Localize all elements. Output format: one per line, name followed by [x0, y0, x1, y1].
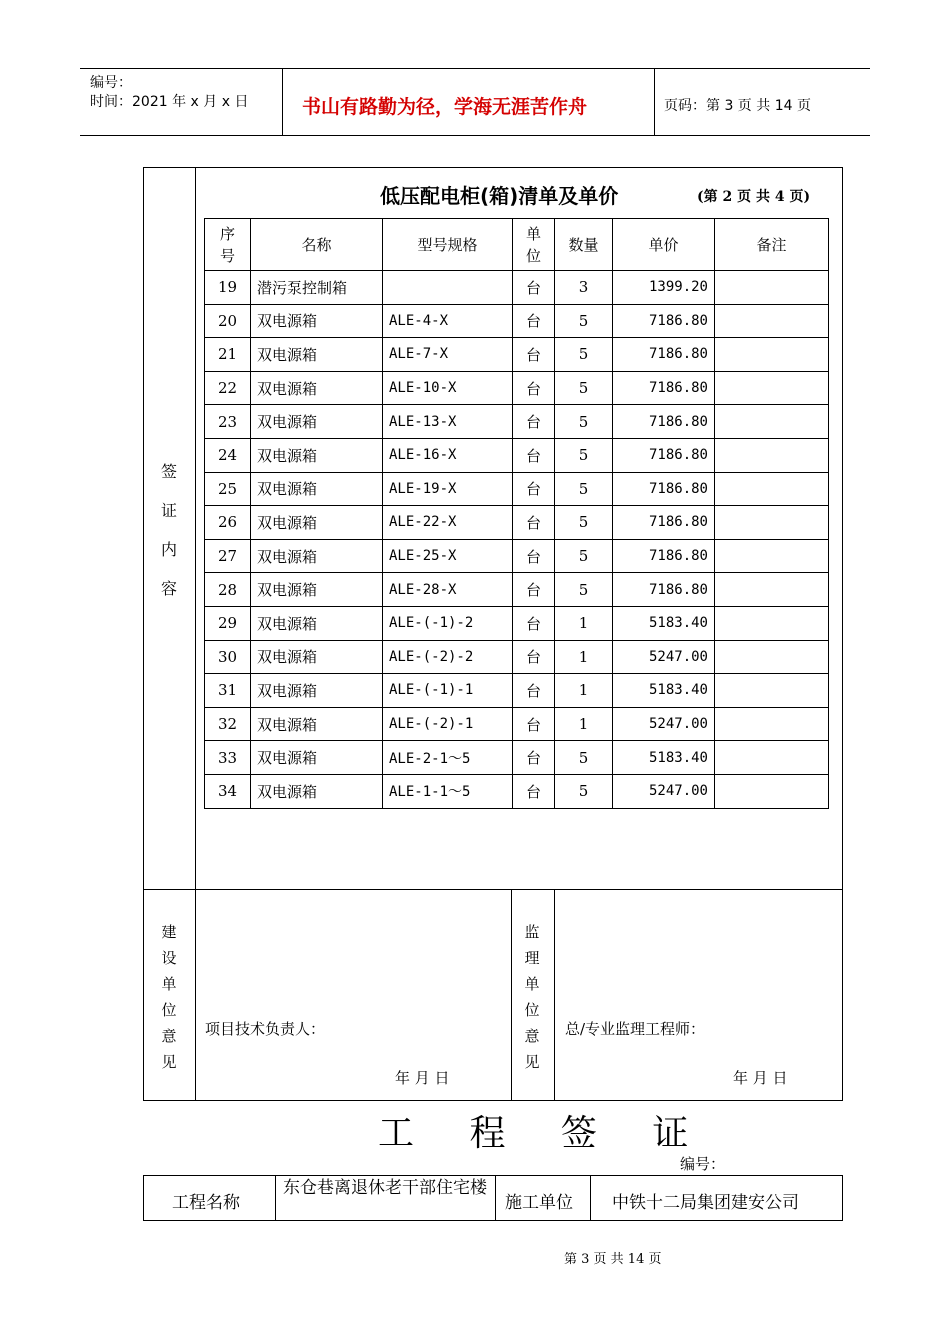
row-unit-cell: 台 [513, 472, 555, 506]
row-unit-cell: 台 [513, 606, 555, 640]
table-row [205, 741, 829, 775]
side-char: 意 [524, 1027, 540, 1045]
table-row [205, 271, 829, 305]
row-price-cell: 7186.80 [613, 338, 715, 372]
row-model-cell: ALE-4-X [383, 304, 513, 338]
side-char: 位 [161, 1001, 177, 1019]
table-subtitle: (第 2 页 共 4 页) [697, 189, 811, 205]
side-char: 建 [161, 923, 177, 941]
header-number-label: 编号： [90, 75, 132, 91]
opinion-divider-a [511, 889, 512, 1101]
header-bottom-rule [80, 135, 870, 136]
table-header-row [205, 219, 829, 271]
row-note-cell [715, 271, 829, 305]
row-qty-cell: 1 [555, 640, 613, 674]
row-note-cell [715, 438, 829, 472]
row-model-cell: ALE-28-X [383, 573, 513, 607]
row-unit-cell: 台 [513, 741, 555, 775]
project-visa-title: 工 程 签 证 [378, 1113, 711, 1154]
row-qty-cell: 1 [555, 606, 613, 640]
col-header-qty: 数量 [555, 219, 613, 271]
side-char: 单 [161, 975, 177, 993]
row-name-cell: 双电源箱 [251, 405, 383, 439]
col-header-note: 备注 [715, 219, 829, 271]
header-page-info: 页码：第 3 页 共 14 页 [664, 98, 811, 114]
col-header-model: 型号规格 [383, 219, 513, 271]
row-price-cell: 5183.40 [613, 606, 715, 640]
project-info-divider-3 [590, 1175, 591, 1221]
side-char: 单 [524, 975, 540, 993]
table-row [205, 640, 829, 674]
row-note-cell [715, 774, 829, 808]
row-price-cell: 5183.40 [613, 674, 715, 708]
contractor-label: 施工单位 [505, 1193, 573, 1213]
project-info-divider-2 [495, 1175, 496, 1221]
row-note-cell [715, 506, 829, 540]
row-note-cell [715, 338, 829, 372]
side-char: 位 [524, 1001, 540, 1019]
project-name-value: 东仓巷离退休老干部住宅楼 [283, 1178, 487, 1198]
row-name-cell: 潜污泵控制箱 [251, 271, 383, 305]
row-qty-cell: 5 [555, 405, 613, 439]
row-no-cell: 28 [205, 573, 251, 607]
table-row [205, 506, 829, 540]
supervision-person-label: 总/专业监理工程师： [565, 1020, 706, 1038]
row-name-cell: 双电源箱 [251, 438, 383, 472]
row-name-cell: 双电源箱 [251, 573, 383, 607]
col-header-no: 序号 [205, 219, 251, 271]
col-header-unit: 单位 [513, 219, 555, 271]
row-price-cell: 5247.00 [613, 774, 715, 808]
side-char: 监 [524, 923, 540, 941]
table-row [205, 707, 829, 741]
row-qty-cell: 5 [555, 338, 613, 372]
side-char: 容 [160, 579, 177, 598]
row-no-cell: 32 [205, 707, 251, 741]
row-unit-cell: 台 [513, 707, 555, 741]
row-price-cell: 5183.40 [613, 741, 715, 775]
table-row [205, 304, 829, 338]
header-divider-left [282, 68, 283, 136]
side-char: 设 [161, 949, 177, 967]
row-name-cell: 双电源箱 [251, 472, 383, 506]
table-row [205, 674, 829, 708]
row-name-cell: 双电源箱 [251, 539, 383, 573]
row-no-cell: 20 [205, 304, 251, 338]
row-model-cell: ALE-10-X [383, 371, 513, 405]
row-no-cell: 24 [205, 438, 251, 472]
row-no-cell: 34 [205, 774, 251, 808]
row-note-cell [715, 371, 829, 405]
row-name-cell: 双电源箱 [251, 304, 383, 338]
header-motto: 书山有路勤为径，学海无涯苦作舟 [302, 96, 588, 118]
row-model-cell: ALE-22-X [383, 506, 513, 540]
row-price-cell: 5247.00 [613, 640, 715, 674]
row-name-cell: 双电源箱 [251, 506, 383, 540]
row-note-cell [715, 573, 829, 607]
table-title: 低压配电柜(箱)清单及单价 [380, 184, 619, 208]
row-qty-cell: 5 [555, 774, 613, 808]
row-qty-cell: 1 [555, 707, 613, 741]
row-name-cell: 双电源箱 [251, 774, 383, 808]
row-price-cell: 5247.00 [613, 707, 715, 741]
row-name-cell: 双电源箱 [251, 640, 383, 674]
row-unit-cell: 台 [513, 674, 555, 708]
header-top-rule [80, 68, 870, 69]
row-no-cell: 27 [205, 539, 251, 573]
row-model-cell: ALE-2-1～5 [383, 741, 513, 775]
table-row [205, 371, 829, 405]
row-model-cell: ALE-25-X [383, 539, 513, 573]
row-unit-cell: 台 [513, 506, 555, 540]
side-char: 意 [161, 1027, 177, 1045]
row-unit-cell: 台 [513, 539, 555, 573]
row-price-cell: 7186.80 [613, 371, 715, 405]
row-qty-cell: 5 [555, 573, 613, 607]
row-unit-cell: 台 [513, 338, 555, 372]
row-model-cell: ALE-(-1)-1 [383, 674, 513, 708]
row-price-cell: 7186.80 [613, 573, 715, 607]
row-model-cell: ALE-1-1～5 [383, 774, 513, 808]
row-note-cell [715, 640, 829, 674]
row-price-cell: 7186.80 [613, 405, 715, 439]
row-no-cell: 23 [205, 405, 251, 439]
row-price-cell: 7186.80 [613, 472, 715, 506]
frame-opinion-divider [143, 889, 843, 890]
row-no-cell: 31 [205, 674, 251, 708]
row-qty-cell: 5 [555, 371, 613, 405]
project-info-divider-1 [275, 1175, 276, 1221]
row-no-cell: 25 [205, 472, 251, 506]
row-unit-cell: 台 [513, 304, 555, 338]
row-unit-cell: 台 [513, 371, 555, 405]
row-no-cell: 33 [205, 741, 251, 775]
row-qty-cell: 5 [555, 506, 613, 540]
table-row [205, 774, 829, 808]
side-char: 内 [160, 540, 177, 559]
construction-person-label: 项目技术负责人： [205, 1020, 326, 1038]
row-note-cell [715, 405, 829, 439]
row-unit-cell: 台 [513, 573, 555, 607]
row-qty-cell: 5 [555, 438, 613, 472]
project-name-label: 工程名称 [172, 1193, 240, 1213]
row-name-cell: 双电源箱 [251, 741, 383, 775]
row-note-cell [715, 539, 829, 573]
row-qty-cell: 5 [555, 472, 613, 506]
row-no-cell: 30 [205, 640, 251, 674]
row-note-cell [715, 707, 829, 741]
row-no-cell: 29 [205, 606, 251, 640]
col-header-name: 名称 [251, 219, 383, 271]
row-price-cell: 7186.80 [613, 438, 715, 472]
row-no-cell: 21 [205, 338, 251, 372]
row-no-cell: 22 [205, 371, 251, 405]
row-model-cell: ALE-(-1)-2 [383, 606, 513, 640]
row-price-cell: 7186.80 [613, 506, 715, 540]
row-note-cell [715, 741, 829, 775]
header-divider-right [654, 68, 655, 136]
row-name-cell: 双电源箱 [251, 371, 383, 405]
table-row [205, 438, 829, 472]
row-name-cell: 双电源箱 [251, 707, 383, 741]
row-price-cell: 1399.20 [613, 271, 715, 305]
side-char: 签 [160, 462, 177, 481]
row-note-cell [715, 606, 829, 640]
table-row [205, 539, 829, 573]
row-name-cell: 双电源箱 [251, 674, 383, 708]
row-name-cell: 双电源箱 [251, 338, 383, 372]
table-row [205, 606, 829, 640]
row-qty-cell: 5 [555, 539, 613, 573]
row-model-cell: ALE-(-2)-1 [383, 707, 513, 741]
row-qty-cell: 5 [555, 304, 613, 338]
row-qty-cell: 1 [555, 674, 613, 708]
row-qty-cell: 3 [555, 271, 613, 305]
table-row [205, 573, 829, 607]
row-unit-cell: 台 [513, 438, 555, 472]
opinion-divider-b [554, 889, 555, 1101]
row-model-cell: ALE-(-2)-2 [383, 640, 513, 674]
row-model-cell: ALE-13-X [383, 405, 513, 439]
table-row [205, 405, 829, 439]
side-char: 理 [524, 949, 540, 967]
row-note-cell [715, 674, 829, 708]
row-model-cell [383, 271, 513, 305]
table-row [205, 338, 829, 372]
table-row [205, 472, 829, 506]
row-qty-cell: 5 [555, 741, 613, 775]
contractor-value: 中铁十二局集团建安公司 [612, 1193, 799, 1213]
frame-left-divider [195, 167, 196, 1101]
row-note-cell [715, 304, 829, 338]
price-list-table [204, 218, 829, 809]
row-unit-cell: 台 [513, 271, 555, 305]
side-char: 证 [160, 501, 177, 520]
row-price-cell: 7186.80 [613, 539, 715, 573]
row-model-cell: ALE-19-X [383, 472, 513, 506]
row-no-cell: 19 [205, 271, 251, 305]
side-char: 见 [161, 1053, 177, 1071]
row-name-cell: 双电源箱 [251, 606, 383, 640]
row-unit-cell: 台 [513, 405, 555, 439]
row-unit-cell: 台 [513, 774, 555, 808]
col-header-price: 单价 [613, 219, 715, 271]
header-time-label: 时间：2021 年 x 月 x 日 [90, 94, 249, 110]
supervision-date: 年 月 日 [733, 1069, 788, 1087]
row-model-cell: ALE-7-X [383, 338, 513, 372]
row-no-cell: 26 [205, 506, 251, 540]
project-number-label: 编号： [680, 1155, 726, 1173]
page-footer: 第 3 页 共 14 页 [564, 1252, 662, 1267]
row-price-cell: 7186.80 [613, 304, 715, 338]
row-unit-cell: 台 [513, 640, 555, 674]
side-char: 见 [524, 1053, 540, 1071]
row-note-cell [715, 472, 829, 506]
row-model-cell: ALE-16-X [383, 438, 513, 472]
construction-date: 年 月 日 [395, 1069, 450, 1087]
